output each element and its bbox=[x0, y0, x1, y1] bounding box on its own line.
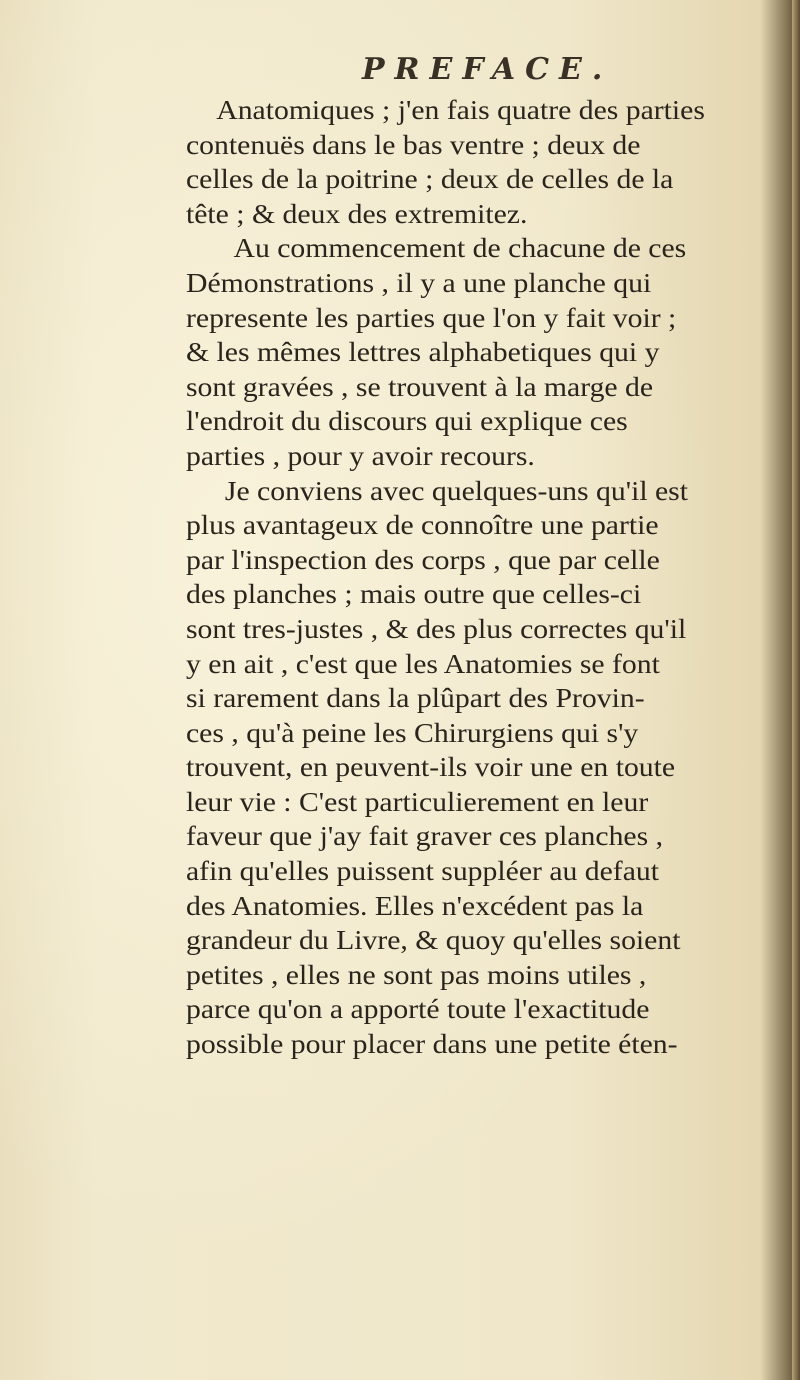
text-line: grandeur du Livre, & quoy qu'elles soient bbox=[186, 924, 681, 956]
text-line: l'endroit du discours qui explique ces bbox=[186, 405, 628, 437]
text-line: trouvent, en peuvent-ils voir une en toute bbox=[186, 751, 676, 783]
text-line: leur vie : C'est particulierement en leur bbox=[186, 785, 649, 817]
text-line: represente les parties que l'on y fait voir ; bbox=[186, 301, 677, 333]
text-line: Je conviens avec quelques-uns qu'il est bbox=[224, 474, 688, 506]
body-text bbox=[186, 93, 786, 1062]
text-line: par l'inspection des corps , que par celle bbox=[186, 543, 660, 575]
text-line: parties , pour y avoir recours. bbox=[186, 439, 535, 471]
text-line: des planches ; mais outre que celles-ci bbox=[186, 578, 642, 610]
text-line: Au commencement de chacune de ces bbox=[233, 232, 687, 264]
text-line: ces , qu'à peine les Chirurgiens qui s'y bbox=[186, 716, 639, 748]
text-line: possible pour placer dans une petite éten- bbox=[186, 1028, 678, 1060]
text-line: si rarement dans la plûpart des Provin- bbox=[186, 682, 645, 714]
text-line: plus avantageux de connoître une partie bbox=[186, 509, 659, 541]
text-line: Démonstrations , il y a une planche qui bbox=[186, 266, 652, 298]
text-line: & les mêmes lettres alphabetiques qui y bbox=[186, 336, 660, 368]
text-line: afin qu'elles puissent suppléer au defaut bbox=[186, 855, 659, 887]
text-line: petites , elles ne sont pas moins utiles , bbox=[186, 958, 647, 990]
text-line: des Anatomies. Elles n'excédent pas la bbox=[186, 889, 644, 921]
text-line: tête ; & deux des extremitez. bbox=[186, 197, 528, 229]
text-line: faveur que j'ay fait graver ces planches , bbox=[186, 820, 664, 852]
text-line: contenuës dans le bas ventre ; deux de bbox=[186, 128, 641, 160]
text-line: celles de la poitrine ; deux de celles de la bbox=[186, 163, 674, 195]
text-line: sont tres-justes , & des plus correctes qu'il bbox=[186, 612, 687, 644]
text-line: sont gravées , se trouvent à la marge de bbox=[186, 370, 654, 402]
text-line: Anatomiques ; j'en fais quatre des parties bbox=[216, 94, 705, 125]
text-line: parce qu'on a apporté toute l'exactitude bbox=[186, 993, 650, 1025]
text-line: y en ait , c'est que les Anatomies se font bbox=[186, 647, 660, 679]
running-head: PREFACE. bbox=[362, 52, 613, 87]
